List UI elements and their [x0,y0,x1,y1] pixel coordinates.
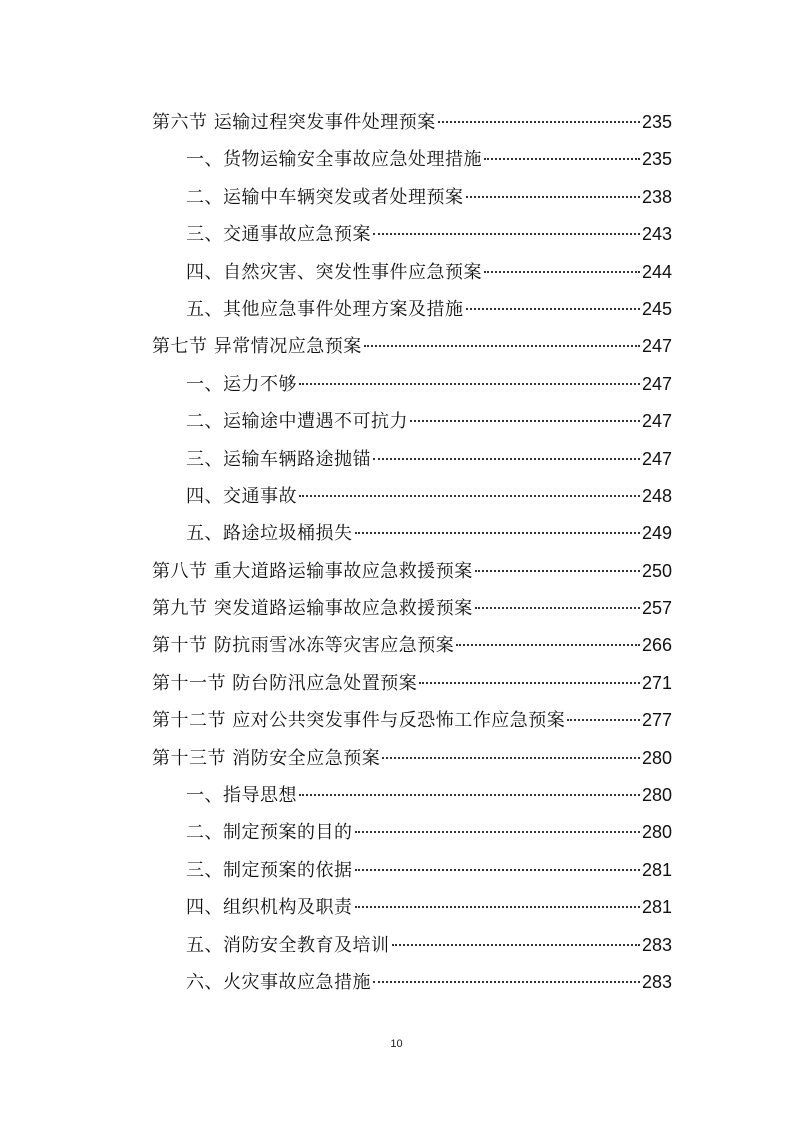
toc-entry-page: 250 [641,560,672,581]
toc-entry-page: 238 [641,186,672,207]
toc-subsection-entry[interactable] [152,814,672,851]
toc-entry-page: 235 [641,149,672,170]
toc-entry-title: 第八节 重大道路运输事故应急救援预案 [152,560,473,582]
toc-dot-leader [355,906,640,908]
toc-dot-leader [299,495,640,497]
toc-entry-title: 二、运输中车辆突发或者处理预案 [186,186,464,208]
toc-subsection-entry[interactable] [152,964,672,1001]
toc-subsection-entry[interactable] [152,478,672,515]
toc-dot-leader [382,757,640,759]
toc-entry-title: 一、运力不够 [186,373,297,395]
toc-section-entry[interactable] [152,702,672,739]
toc-entry-page: 280 [641,822,672,843]
toc-entry-page: 243 [641,224,672,245]
toc-entry-page: 281 [641,897,672,918]
toc-dot-leader [373,233,640,235]
toc-entry-title: 第十二节 应对公共突发事件与反恐怖工作应急预案 [152,710,566,732]
toc-entry-page: 247 [641,411,672,432]
toc-subsection-entry[interactable] [152,291,672,328]
toc-dot-leader [355,532,640,534]
toc-entry-title: 第十三节 消防安全应急预案 [152,747,381,769]
toc-entry-title: 四、组织机构及职责 [186,897,353,919]
toc-entry-title: 三、制定预案的依据 [186,859,353,881]
toc-dot-leader [410,420,640,422]
toc-entry-title: 第七节 异常情况应急预案 [152,336,362,358]
toc-dot-leader [419,682,640,684]
toc-entry-page: 247 [641,336,672,357]
toc-entry-page: 280 [641,785,672,806]
toc-dot-leader [355,831,640,833]
toc-entry-title: 四、交通事故 [186,485,297,507]
toc-section-entry[interactable] [152,627,672,664]
toc-entry-page: 244 [641,261,672,282]
toc-dot-leader [373,981,640,983]
toc-entry-page: 235 [641,112,672,132]
toc-subsection-entry[interactable] [152,927,672,964]
toc-entry-title: 五、路途垃圾桶损失 [186,523,353,545]
toc-entry-title: 五、消防安全教育及培训 [186,934,390,956]
toc-entry-page: 283 [641,934,672,955]
toc-dot-leader [355,869,640,871]
toc-section-entry[interactable] [152,553,672,590]
toc-entry-page: 277 [641,710,672,731]
toc-subsection-entry[interactable] [152,216,672,253]
toc-entry-title: 五、其他应急事件处理方案及措施 [186,298,464,320]
toc-entry-title: 三、运输车辆路途抛锚 [186,448,371,470]
toc-entry-page: 247 [641,373,672,394]
toc-entry-title: 二、制定预案的目的 [186,822,353,844]
toc-dot-leader [475,570,640,572]
toc-dot-leader [438,121,640,123]
toc-entry-page: 266 [641,635,672,656]
toc-entry-title: 四、自然灾害、突发性事件应急预案 [186,261,482,283]
toc-entry-page: 271 [641,672,672,693]
toc-entry-page: 257 [641,598,672,619]
toc-section-entry[interactable] [152,590,672,627]
toc-subsection-entry[interactable] [152,366,672,403]
toc-subsection-entry[interactable] [152,179,672,216]
toc-dot-leader [373,458,640,460]
toc-entry-page: 280 [641,747,672,768]
toc-dot-leader [484,271,640,273]
toc-section-entry[interactable] [152,740,672,777]
toc-entry-title: 第十一节 防台防汛应急处置预案 [152,672,418,694]
toc-entry-title: 第九节 突发道路运输事故应急救援预案 [152,598,473,620]
toc-dot-leader [475,607,640,609]
toc-dot-leader [567,719,640,721]
toc-dot-leader [466,308,640,310]
table-of-contents [152,104,672,1001]
toc-entry-page: 283 [641,971,672,992]
toc-dot-leader [484,158,640,160]
toc-entry-title: 一、货物运输安全事故应急处理措施 [186,149,482,171]
toc-entry-page: 247 [641,448,672,469]
page-number: 10 [390,1038,403,1050]
toc-entry-title: 二、运输途中遭遇不可抗力 [186,411,408,433]
toc-entry-title: 第十节 防抗雨雪冰冻等灾害应急预案 [152,635,455,657]
toc-dot-leader [299,383,640,385]
toc-subsection-entry[interactable] [152,441,672,478]
toc-subsection-entry[interactable] [152,889,672,926]
toc-dot-leader [364,345,640,347]
toc-entry-page: 249 [641,523,672,544]
toc-section-entry[interactable] [152,104,672,141]
toc-dot-leader [466,196,640,198]
toc-subsection-entry[interactable] [152,141,672,178]
toc-section-entry[interactable] [152,328,672,365]
toc-entry-title: 一、指导思想 [186,785,297,807]
toc-section-entry[interactable] [152,665,672,702]
toc-subsection-entry[interactable] [152,515,672,552]
toc-dot-leader [299,794,640,796]
toc-entry-title: 第六节 运输过程突发事件处理预案 [152,112,436,133]
toc-subsection-entry[interactable] [152,254,672,291]
toc-entry-title: 六、火灾事故应急措施 [186,971,371,993]
toc-dot-leader [456,644,640,646]
toc-subsection-entry[interactable] [152,852,672,889]
toc-entry-page: 248 [641,485,672,506]
toc-subsection-entry[interactable] [152,403,672,440]
toc-dot-leader [392,944,640,946]
toc-entry-page: 281 [641,859,672,880]
toc-subsection-entry[interactable] [152,777,672,814]
toc-entry-title: 三、交通事故应急预案 [186,224,371,246]
toc-entry-page: 245 [641,298,672,319]
